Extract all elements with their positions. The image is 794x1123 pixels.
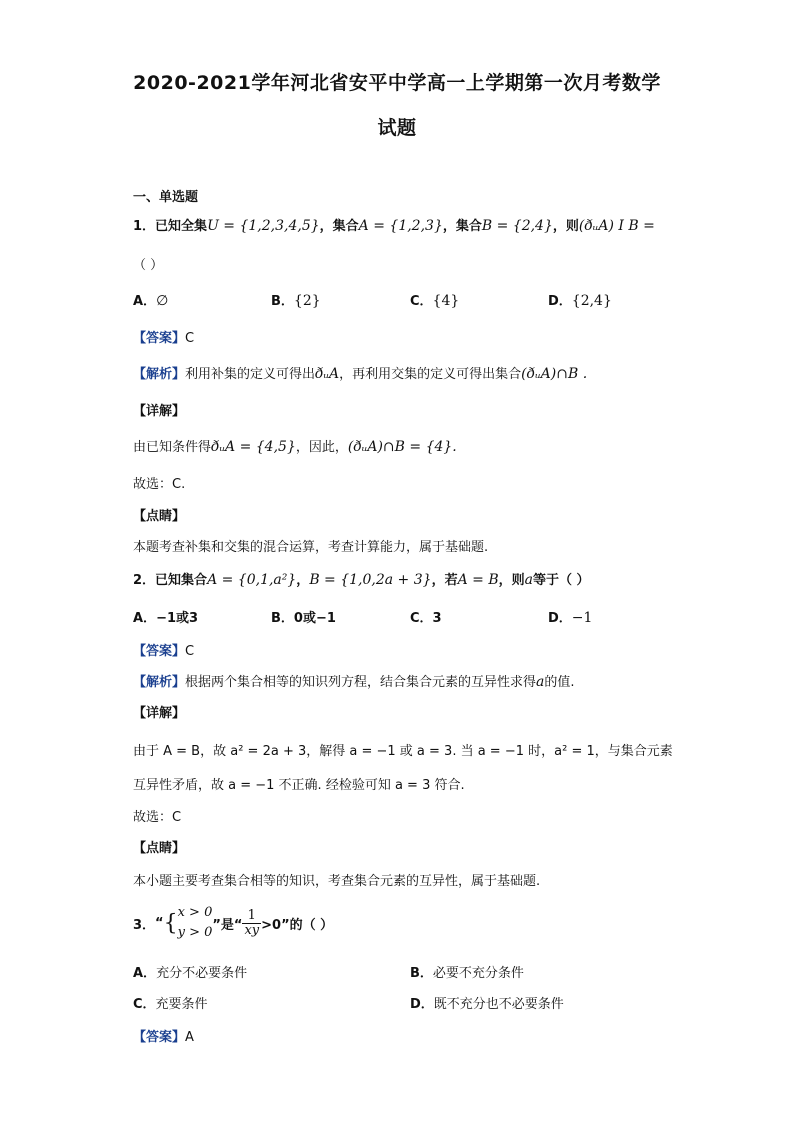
option-d [548,290,612,309]
choose-line: 故选：C. [133,477,186,492]
option-value: ∅ [156,293,169,309]
option-label: A． [133,611,157,626]
analysis-text: ，再利用交集的定义可得出集合 [339,367,522,382]
answer-parentheses: （ ） [133,258,164,273]
option-a [133,607,198,626]
question-number: 3． [133,917,156,933]
option-value: 必要不充分条件 [432,966,524,981]
answer-line [133,1026,194,1045]
question-text: >0”的（ ） [261,917,334,933]
question-text: ，集合 [319,219,359,234]
math-expression: A = {0,1,a²} [207,572,297,588]
comment-tag: 【点睛】 [133,509,186,524]
answer-tag: 【答案】 [133,331,186,346]
analysis-text: 根据两个集合相等的知识列方程，结合集合元素的互异性求得 [185,675,537,690]
option-label: C． [410,611,433,626]
answer-value: C [185,644,195,659]
answer-line [133,640,194,659]
question-text: ”是“ [212,917,243,933]
math-expression: (ðᵤA) I B = [578,218,655,234]
option-label: B． [271,611,294,626]
option-value: −1 [571,610,593,626]
question-text: ，集合 [442,219,482,234]
analysis-tag: 【解析】 [133,675,186,690]
question-text: ，则 [498,573,525,588]
option-b [271,607,336,626]
option-label: B． [271,294,294,309]
comment-text: 本题考查补集和交集的混合运算，考查计算能力，属于基础题. [133,540,489,555]
option-label: B． [410,966,433,981]
analysis-line [133,671,575,690]
analysis-text: 的值. [544,675,575,690]
detail-tag: 【详解】 [133,706,186,721]
option-c [410,607,442,626]
fraction-denominator: xy [244,922,260,938]
math-expression: (ðᵤA)∩B . [521,366,588,382]
detail-tag: 【详解】 [133,404,186,419]
answer-tag: 【答案】 [133,644,186,659]
option-label: C． [133,997,156,1012]
option-label: A． [133,966,157,981]
option-d [410,993,564,1012]
option-value: 既不充分也不必要条件 [433,997,564,1012]
fraction-numerator: 1 [242,909,261,924]
question-text: ，则 [552,219,579,234]
detail-text: 由已知条件得 [133,440,212,455]
choose-line: 故选：C [133,810,182,825]
option-label: C． [410,294,433,309]
question-text: 已知全集 [155,219,208,234]
document-title: 2020-2021学年河北省安平中学高一上学期第一次月考数学 [133,72,661,94]
option-b [410,962,524,981]
answer-value: C [185,331,195,346]
option-label: D． [548,294,572,309]
question-text: 等于（ ） [532,573,590,588]
brace-icon: { [163,910,178,936]
option-value: 充分不必要条件 [156,966,248,981]
math-expression: (ðᵤA)∩B = {4}. [347,439,457,455]
option-label: D． [410,997,434,1012]
detail-text: 由于 A = B，故 a² = 2a + 3，解得 a = −1 或 a = 3. 当 a = −1 时，a² = 1，与集合元素 [133,744,673,759]
inequality-bottom: y > 0 [177,925,213,940]
detail-line [133,436,457,455]
answer-value: A [185,1030,194,1045]
option-d [548,607,592,626]
analysis-line [133,363,587,382]
option-value: 0或−1 [293,611,336,626]
math-expression: A = B [457,572,499,588]
math-expression: A = {1,2,3} [358,218,443,234]
option-value: {2,4} [571,293,612,309]
math-expression: a [536,674,545,690]
math-expression: ðᵤA = {4,5} [211,439,296,455]
inequality-system [178,903,213,943]
document-title-line2: 试题 [377,117,417,139]
option-value: {4} [432,293,460,309]
option-a [133,962,247,981]
comment-tag: 【点睛】 [133,841,186,856]
option-label: A． [133,294,157,309]
option-value: {2} [293,293,321,309]
option-value: 充要条件 [155,997,208,1012]
option-a [133,290,168,309]
question-text: ， [296,573,310,588]
option-label: D． [548,611,572,626]
option-value: 3 [432,611,442,626]
answer-tag: 【答案】 [133,1030,186,1045]
analysis-tag: 【解析】 [133,367,186,382]
detail-text: ，因此， [295,440,348,455]
detail-text: 互异性矛盾，故 a = −1 不正确. 经检验可知 a = 3 符合. [133,778,465,793]
answer-line [133,327,194,346]
question-text: “ [155,915,164,931]
comment-text: 本小题主要考查集合相等的知识，考查集合元素的互异性，属于基础题. [133,874,541,889]
math-expression: B = {2,4} [481,218,553,234]
math-expression: U = {1,2,3,4,5} [207,218,320,234]
inequality-top: x > 0 [177,905,213,920]
analysis-text: 利用补集的定义可得出 [185,367,316,382]
section-heading: 一、单选题 [133,190,199,205]
question-3 [133,901,333,945]
fraction [242,909,261,938]
question-number: 2． [133,573,156,588]
math-expression: B = {1,0,2a + 3} [309,572,432,588]
question-2 [133,569,590,588]
option-c [410,290,459,309]
math-expression: a [524,572,533,588]
question-number: 1． [133,219,156,234]
option-value: −1或3 [156,611,199,626]
math-expression: ðᵤA [315,366,340,382]
option-c [133,993,208,1012]
question-text: 已知集合 [155,573,208,588]
question-1 [133,215,655,234]
option-b [271,290,321,309]
question-text: ，若 [431,573,458,588]
